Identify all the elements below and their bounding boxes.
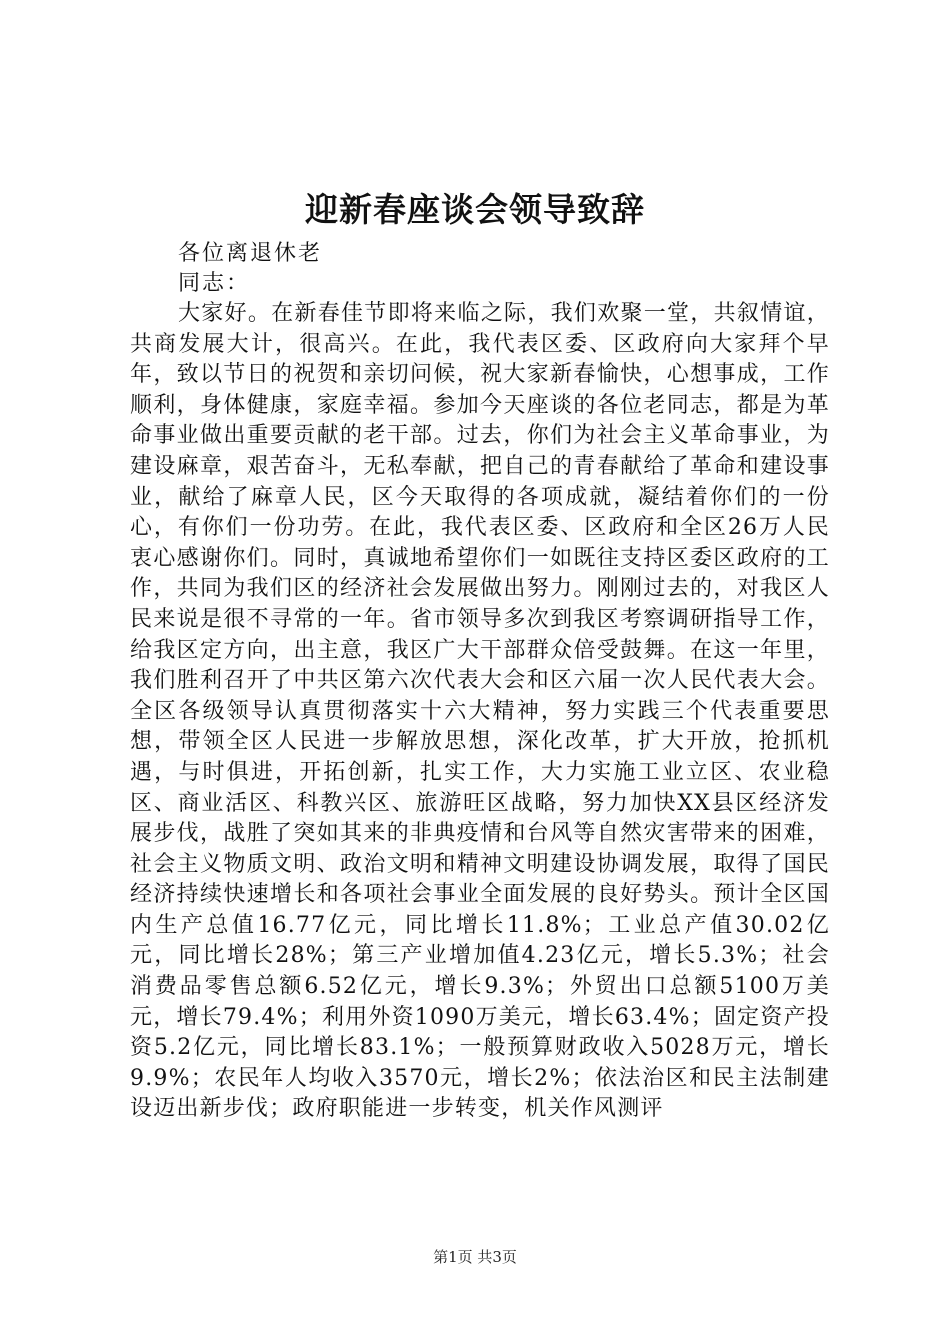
body-paragraph: 大家好。在新春佳节即将来临之际，我们欢聚一堂，共叙情谊，共商发展大计，很高兴。在此，我代表区委、区政府向大家拜个早年，致以节日的祝贺和亲切问候，祝大家新春愉快，心想事成，工作顺利，身体健康，家庭幸福。参加今天座谈的各位老同志，都是为革命事业做出重要贡献的老干部。过去，你们为社会主义革命事业，为建设麻章，艰苦奋斗，无私奉献，把自己的青春献给了革命和建设事业，献给了麻章人民，区今天取得的各项成就，凝结着你们的一份心，有你们一份功劳。在此，我代表区委、区政府和全区26万人民衷心感谢你们。同时，真诚地希望你们一如既往支持区委区政府的工作，共同为我们区的经济社会发展做出努力。刚刚过去的，对我区人民来说是很不寻常的一年。省市领导多次到我区考察调研指导工作，给我区定方向，出主意，我区广大干部群众倍受鼓舞。在这一年里，我们胜利召开了中共区第六次代表大会和区六届一次人民代表大会。全区各级领导认真贯彻落实十六大精神，努力实践三个代表重要思想，带领全区人民进一步解放思想，深化改革，扩大开放，抢抓机遇，与时俱进，开拓创新，扎实工作，大力实施工业立区、农业稳区、商业活区、科教兴区、旅游旺区战略，努力加快XX县区经济发展步伐，战胜了突如其来的非典疫情和台风等自然灾害带来的困难，社会主义物质文明、政治文明和精神文明建设协调发展，取得了国民经济持续快速增长和各项社会事业全面发展的良好势头。预计全区国内生产总值16.77亿元，同比增长11.8%；工业总产值30.02亿元，同比增长28%；第三产业增加值4.23亿元，增长5.3%；社会消费品零售总额6.52亿元，增长9.3%；外贸出口总额5100万美元，增长79.4%；利用外资1090万美元，增长63.4%；固定资产投资5.2亿元，同比增长83.1%；一般预算财政收入5028万元，增长9.9%；农民年人均收入3570元，增长2%；依法治区和民主法制建设迈出新步伐；政府职能进一步转变，机关作风测评 xyxy=(130,301,830,1122)
salutation-line-2: 同志： xyxy=(178,271,251,296)
document-title: 迎新春座谈会领导致辞 xyxy=(305,190,645,229)
salutation-line-1: 各位离退休老 xyxy=(178,241,323,266)
page-number-footer: 第1页 共3页 xyxy=(433,1248,517,1266)
